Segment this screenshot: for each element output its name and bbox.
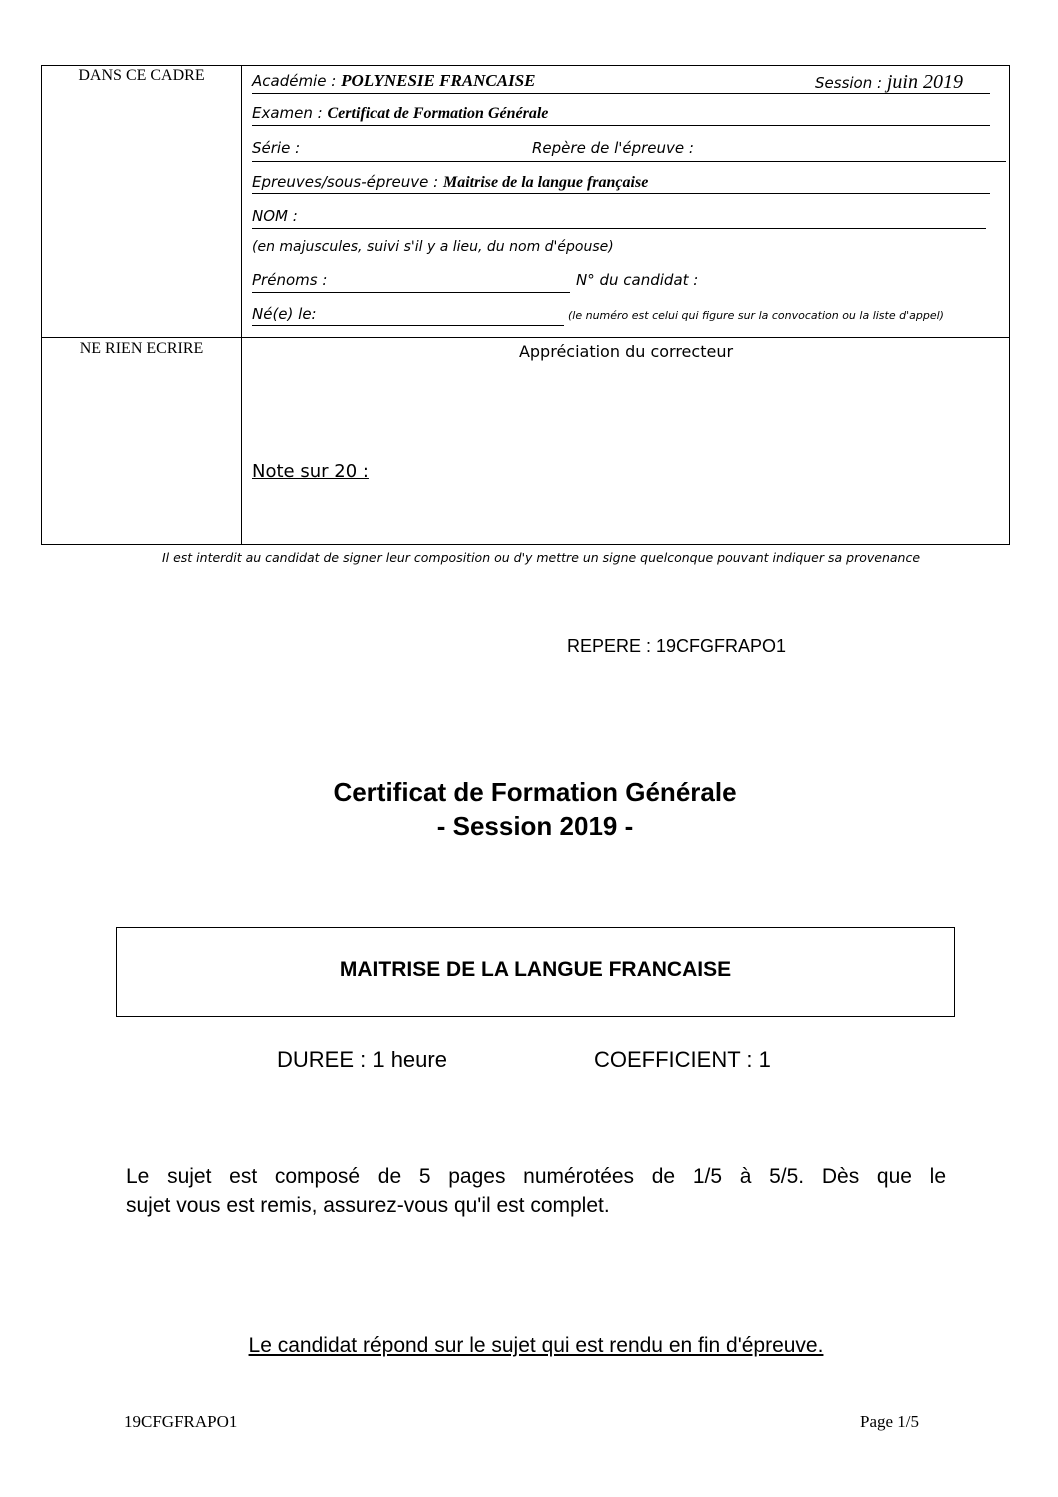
epreuve-row <box>252 173 648 192</box>
subject-title: MAITRISE DE LA LANGUE FRANCAISE <box>339 958 732 981</box>
warning-text: Il est interdit au candidat de signer leur composition ou d'y mettre un signe quelconque pouvant indiquer sa provenance <box>161 550 921 565</box>
examen-value: Certificat de Formation Générale <box>327 105 549 122</box>
epreuve-underline <box>252 193 990 194</box>
examen-underline <box>252 125 990 126</box>
header-form-column-divider <box>241 65 242 545</box>
left-top-label: DANS CE CADRE <box>78 67 205 84</box>
left-bottom-label: NE RIEN ECRIRE <box>79 340 204 357</box>
subject-box <box>116 927 955 1017</box>
candidat-number-label: N° du candidat : <box>576 271 699 289</box>
examen-label: Examen : <box>252 104 323 122</box>
session-row <box>815 71 963 94</box>
session-subtitle: - Session 2019 - <box>436 811 634 841</box>
examen-row <box>252 104 548 123</box>
academie-value: POLYNESIE FRANCAISE <box>341 71 536 90</box>
epreuve-value: Maitrise de la langue française <box>442 174 649 191</box>
academie-label: Académie : <box>252 72 337 90</box>
serie-label: Série : <box>252 139 301 157</box>
note-label: Note sur 20 : <box>252 461 369 482</box>
nom-underline <box>252 228 986 229</box>
final-note: Le candidat répond sur le sujet qui est rendu en fin d'épreuve. <box>248 1334 824 1357</box>
header-form-border <box>41 65 1010 545</box>
academie-row <box>252 71 536 91</box>
page-title: Certificat de Formation Générale <box>333 777 737 807</box>
repere-code: REPERE : 19CFGFRAPO1 <box>567 636 787 656</box>
numero-note: (le numéro est celui qui figure sur la convocation ou la liste d'appel) <box>568 309 944 322</box>
footer-page-number: Page 1/5 <box>860 1412 920 1431</box>
session-label: Session : <box>815 74 883 92</box>
epreuve-label: Epreuves/sous-épreuve : <box>252 173 439 191</box>
duration: DUREE : 1 heure <box>277 1047 447 1072</box>
prenoms-label: Prénoms : <box>252 271 328 289</box>
serie-underline <box>252 161 1006 162</box>
academie-underline <box>252 93 990 94</box>
coefficient: COEFFICIENT : 1 <box>594 1047 771 1072</box>
nom-note: (en majuscules, suivi s'il y a lieu, du nom d'épouse) <box>252 239 614 255</box>
repere-epreuve-label: Repère de l'épreuve : <box>532 139 694 157</box>
header-form-row-divider <box>41 337 1010 338</box>
session-value: juin 2019 <box>886 71 963 93</box>
nom-label: NOM : <box>252 207 298 225</box>
instructions-line-1: Le sujet est composé de 5 pages numérotées de 1/5 à 5/5. Dès que le <box>126 1165 946 1188</box>
birthdate-label: Né(e) le: <box>252 305 317 323</box>
footer-code: 19CFGFRAPO1 <box>124 1412 238 1431</box>
prenoms-underline <box>252 292 570 293</box>
instructions <box>126 1162 946 1220</box>
birthdate-underline <box>252 325 564 326</box>
appreciation-label: Appréciation du correcteur <box>518 342 734 361</box>
instructions-line-2: sujet vous est remis, assurez-vous qu'il est complet. <box>126 1194 610 1217</box>
